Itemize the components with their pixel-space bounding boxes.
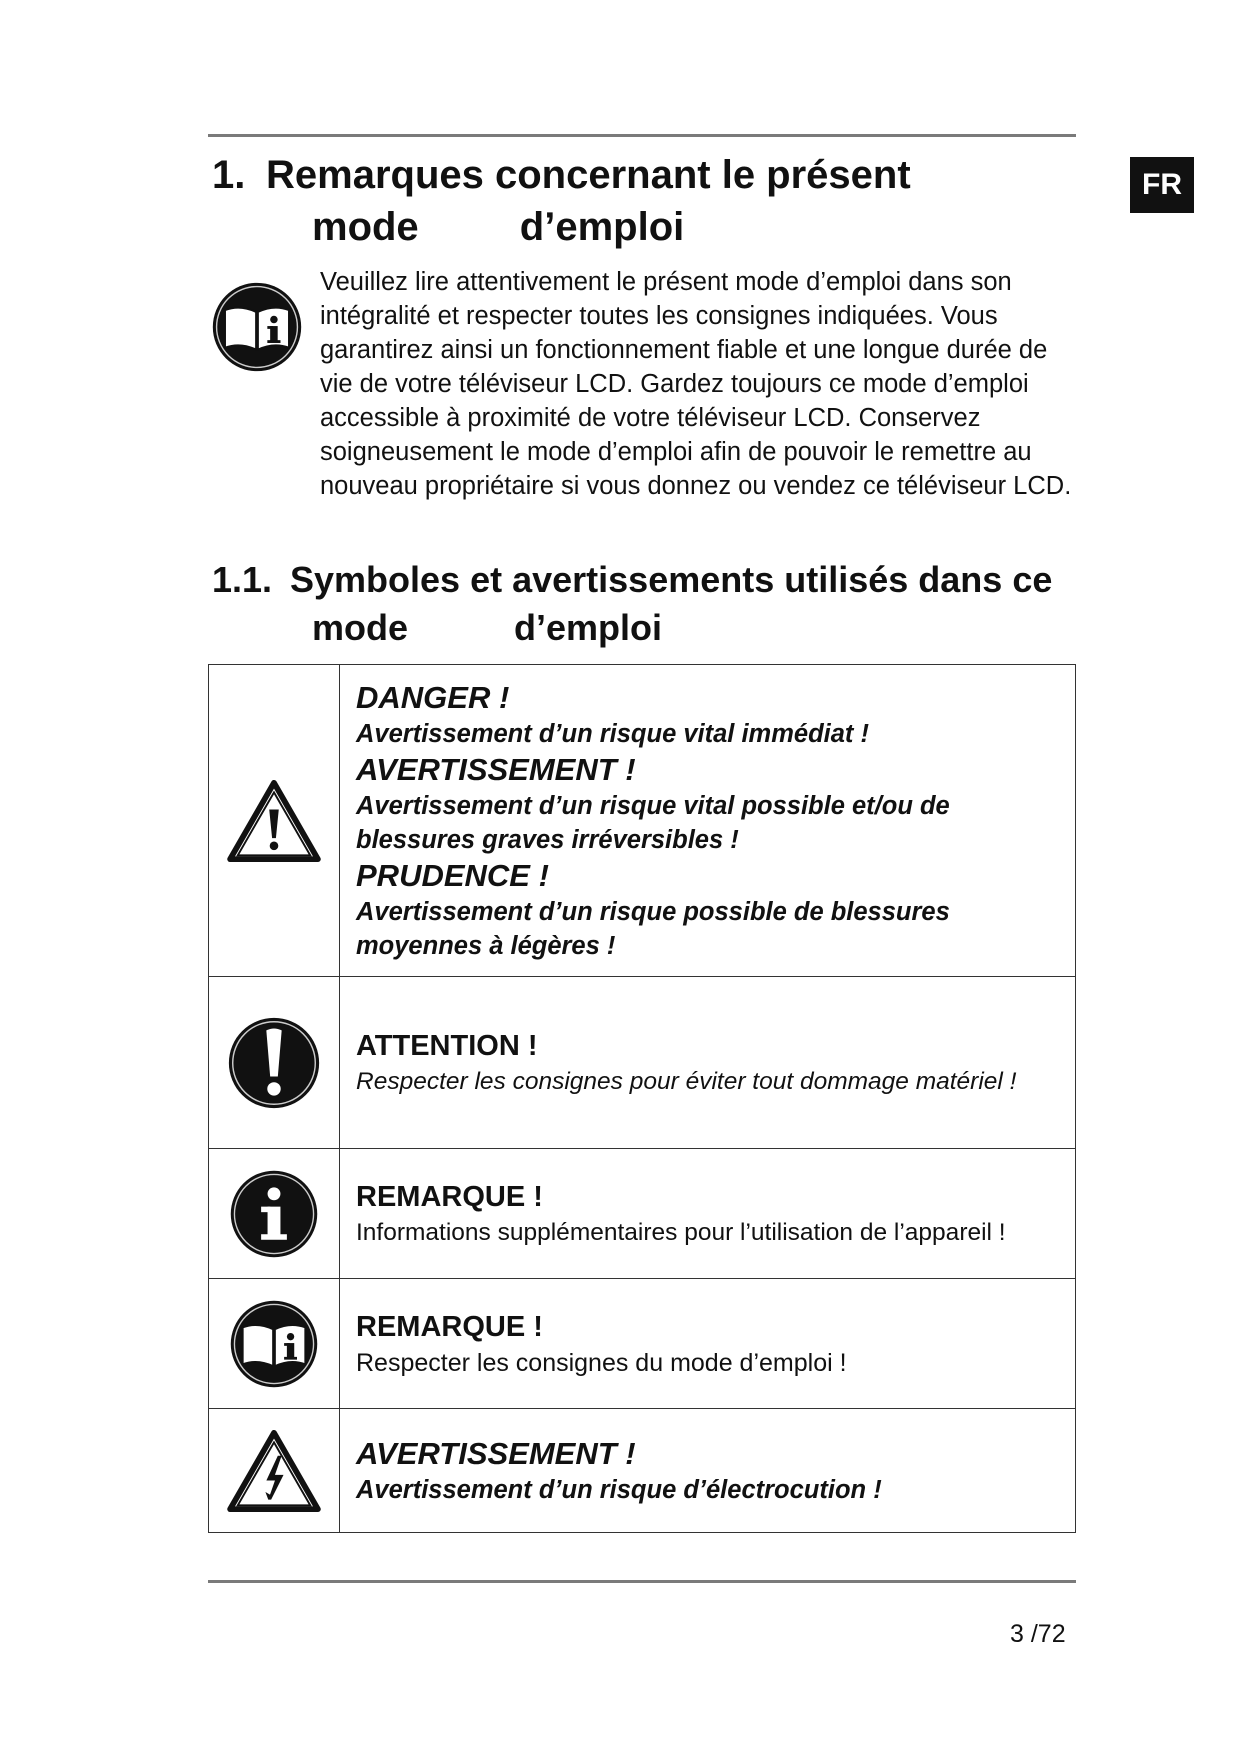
section-1-number: 1. <box>212 153 246 197</box>
manual-info-icon <box>228 1298 320 1390</box>
symbols-row-electric <box>209 1409 1076 1533</box>
caution-text: Avertissement d’un risque possible de blessures moyennes à légères ! <box>356 897 950 960</box>
section-1-title-line2: mode d’emploi <box>312 205 685 249</box>
symbols-row-attention <box>209 977 1076 1149</box>
symbols-row-text-cell <box>340 1149 1076 1279</box>
electric-text: Avertissement d’un risque d’électrocution ! <box>356 1475 882 1504</box>
symbols-row-danger <box>209 665 1076 977</box>
section-1-title-line1: Remarques concernant le présent <box>266 153 911 197</box>
electric-shock-icon <box>226 1429 322 1513</box>
caution-title: PRUDENCE ! <box>356 857 549 893</box>
danger-title: DANGER ! <box>356 679 510 715</box>
symbols-row-icon-cell <box>209 1409 340 1533</box>
symbols-row-icon-cell <box>209 665 340 977</box>
symbols-row-note-manual <box>209 1279 1076 1409</box>
exclamation-circle-icon <box>226 1015 322 1111</box>
language-tab: FR <box>1130 157 1194 213</box>
note-info-title: REMARQUE ! <box>356 1180 543 1213</box>
symbols-row-text-cell <box>340 977 1076 1149</box>
warning-title: AVERTISSEMENT ! <box>356 751 636 787</box>
section-1-1-number: 1.1. <box>212 559 273 600</box>
info-circle-icon <box>228 1168 320 1260</box>
symbols-row-icon-cell <box>209 1149 340 1279</box>
symbols-row-text-cell <box>340 1279 1076 1409</box>
symbols-row-text-cell <box>340 1409 1076 1533</box>
section-1-1-title-line2: mode d’emploi <box>312 607 663 648</box>
manual-info-icon <box>210 280 304 374</box>
symbols-row-text-cell <box>340 665 1076 977</box>
attention-title: ATTENTION ! <box>356 1029 538 1062</box>
note-info-text: Informations supplémentaires pour l’utilisation de l’appareil ! <box>356 1218 1006 1246</box>
symbols-row-icon-cell <box>209 1279 340 1409</box>
symbols-row-icon-cell <box>209 977 340 1149</box>
section-1-intro: Veuillez lire attentivement le présent mode d’emploi dans son intégralité et respecter toutes les consignes indiquées. Vous garantirez ainsi un fonctionnement fiable et une longue durée de vie de votre téléviseur LCD. Gardez toujours ce mode d’emploi accessible à proximité de votre téléviseur LCD. Conservez soigneusement le mode d’emploi afin de pouvoir le remettre au nouveau propriétaire si vous donnez ou vendez ce téléviseur LCD. <box>320 268 1072 500</box>
attention-text: Respecter les consignes pour éviter tout dommage matériel ! <box>356 1067 1017 1095</box>
symbols-table <box>208 664 1076 1533</box>
top-rule <box>208 134 1076 137</box>
bottom-rule <box>208 1580 1076 1583</box>
symbols-row-note-info <box>209 1149 1076 1279</box>
note-manual-text: Respecter les consignes du mode d’emploi ! <box>356 1348 847 1377</box>
electric-title: AVERTISSEMENT ! <box>356 1435 636 1471</box>
danger-text: Avertissement d’un risque vital immédiat ! <box>356 719 869 748</box>
page-number: 3 /72 <box>1010 1620 1066 1648</box>
warning-triangle-icon <box>226 779 322 863</box>
warning-text: Avertissement d’un risque vital possible et/ou de blessures graves irréversibles ! <box>356 791 950 854</box>
note-manual-title: REMARQUE ! <box>356 1310 543 1343</box>
section-1-1-title-line1: Symboles et avertissements utilisés dans ce <box>290 559 1053 600</box>
